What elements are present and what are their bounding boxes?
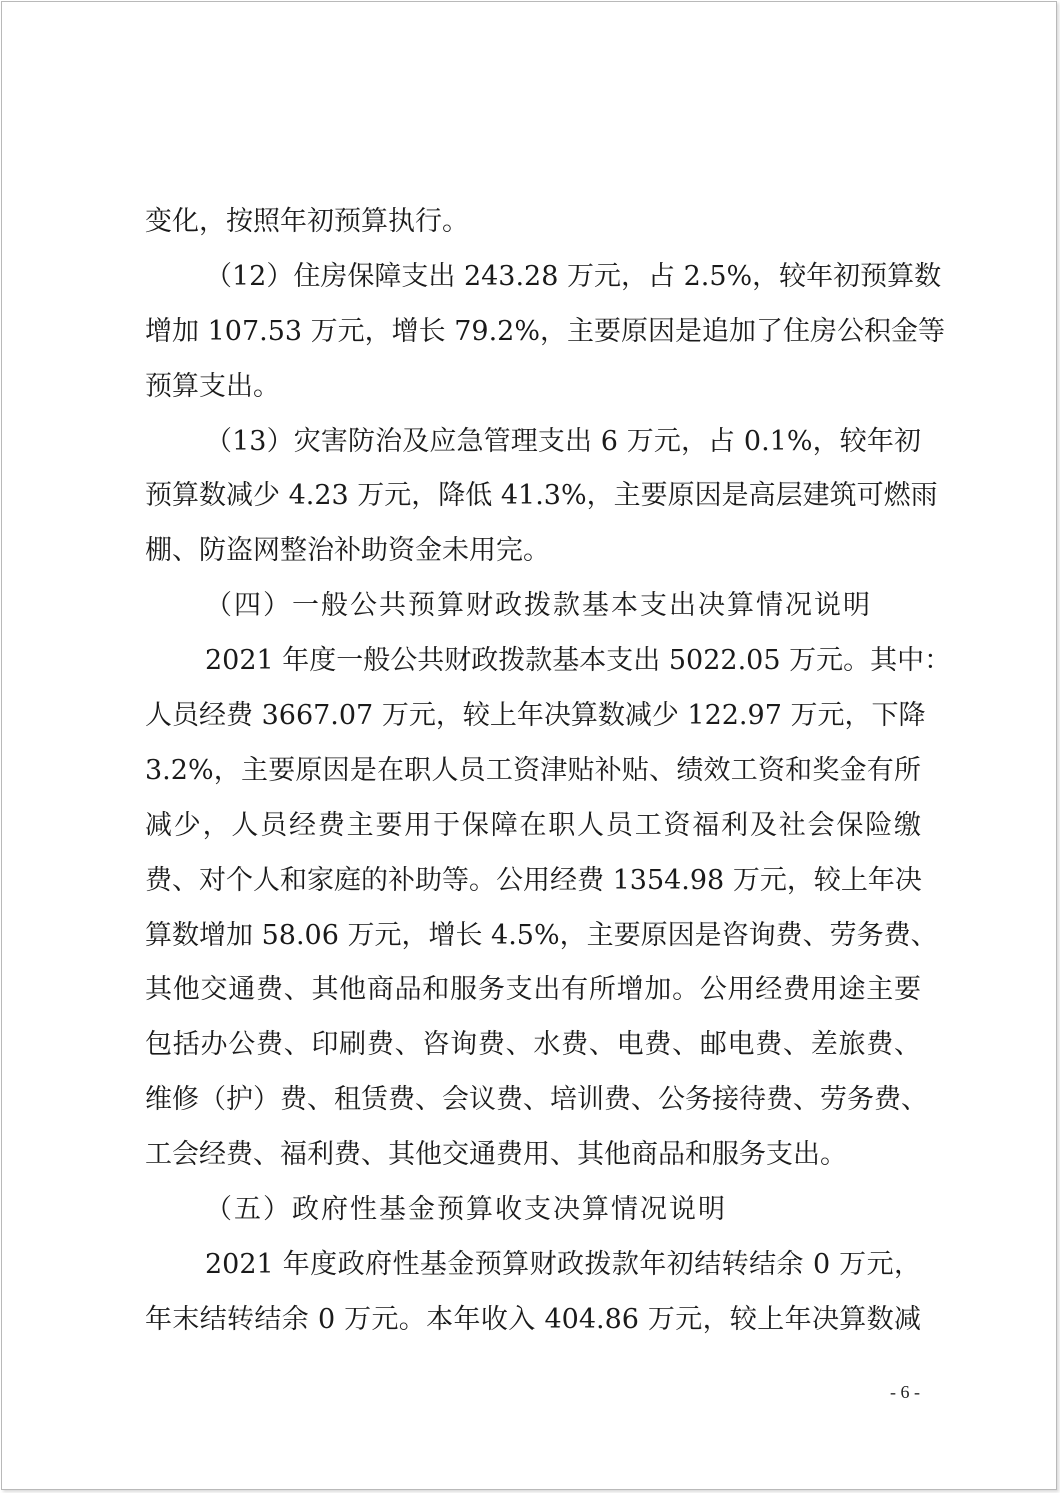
paragraph-line: 减少，人员经费主要用于保障在职人员工资福利及社会保险缴 [145,809,921,841]
paragraph-line: 费、对个人和家庭的补助等。公用经费 1354.98 万元，较上年决 [145,864,922,896]
body-text [145,195,952,1348]
page-number: - 6 - [890,1382,920,1402]
paragraph-line: 2021 年度政府性基金预算财政拨款年初结转结余 0 万元， [205,1248,921,1280]
document-page [1,1,1057,1490]
paragraph-line: 维修（护）费、租赁费、会议费、培训费、公务接待费、劳务费、 [145,1084,928,1116]
section-heading: （四）一般公共预算财政拨款基本支出决算情况说明 [205,590,872,622]
paragraph-line: 算数增加 58.06 万元，增长 4.5%，主要原因是咨询费、劳务费、 [145,919,938,951]
paragraph-line: 预算支出。 [145,370,280,402]
paragraph-line: 年末结转结余 0 万元。本年收入 404.86 万元，较上年决算数减 [145,1303,921,1335]
paragraph-line: 其他交通费、其他商品和服务支出有所增加。公用经费用途主要 [145,974,921,1006]
paragraph-line: 增加 107.53 万元，增长 79.2%，主要原因是追加了住房公积金等 [145,315,945,347]
paragraph-line: 包括办公费、印刷费、咨询费、水费、电费、邮电费、差旅费、 [145,1029,921,1061]
section-heading: （五）政府性基金预算收支决算情况说明 [205,1194,727,1226]
paragraph-line: 3.2%，主要原因是在职人员工资津贴补贴、绩效工资和奖金有所 [145,754,921,786]
paragraph-line: （13）灾害防治及应急管理支出 6 万元，占 0.1%，较年初 [205,425,921,457]
paragraph-line: 棚、防盗网整治补助资金未用完。 [145,535,550,567]
paragraph-line: （12）住房保障支出 243.28 万元，占 2.5%，较年初预算数 [205,260,942,292]
paragraph-line: 人员经费 3667.07 万元，较上年决算数减少 122.97 万元，下降 [145,700,926,732]
paragraph-line: 预算数减少 4.23 万元，降低 41.3%，主要原因是高层建筑可燃雨 [145,480,938,512]
paragraph-line: 工会经费、福利费、其他交通费用、其他商品和服务支出。 [145,1139,847,1171]
paragraph-line: 2021 年度一般公共财政拨款基本支出 5022.05 万元。其中： [205,645,952,677]
paragraph-line: 变化，按照年初预算执行。 [145,206,469,237]
